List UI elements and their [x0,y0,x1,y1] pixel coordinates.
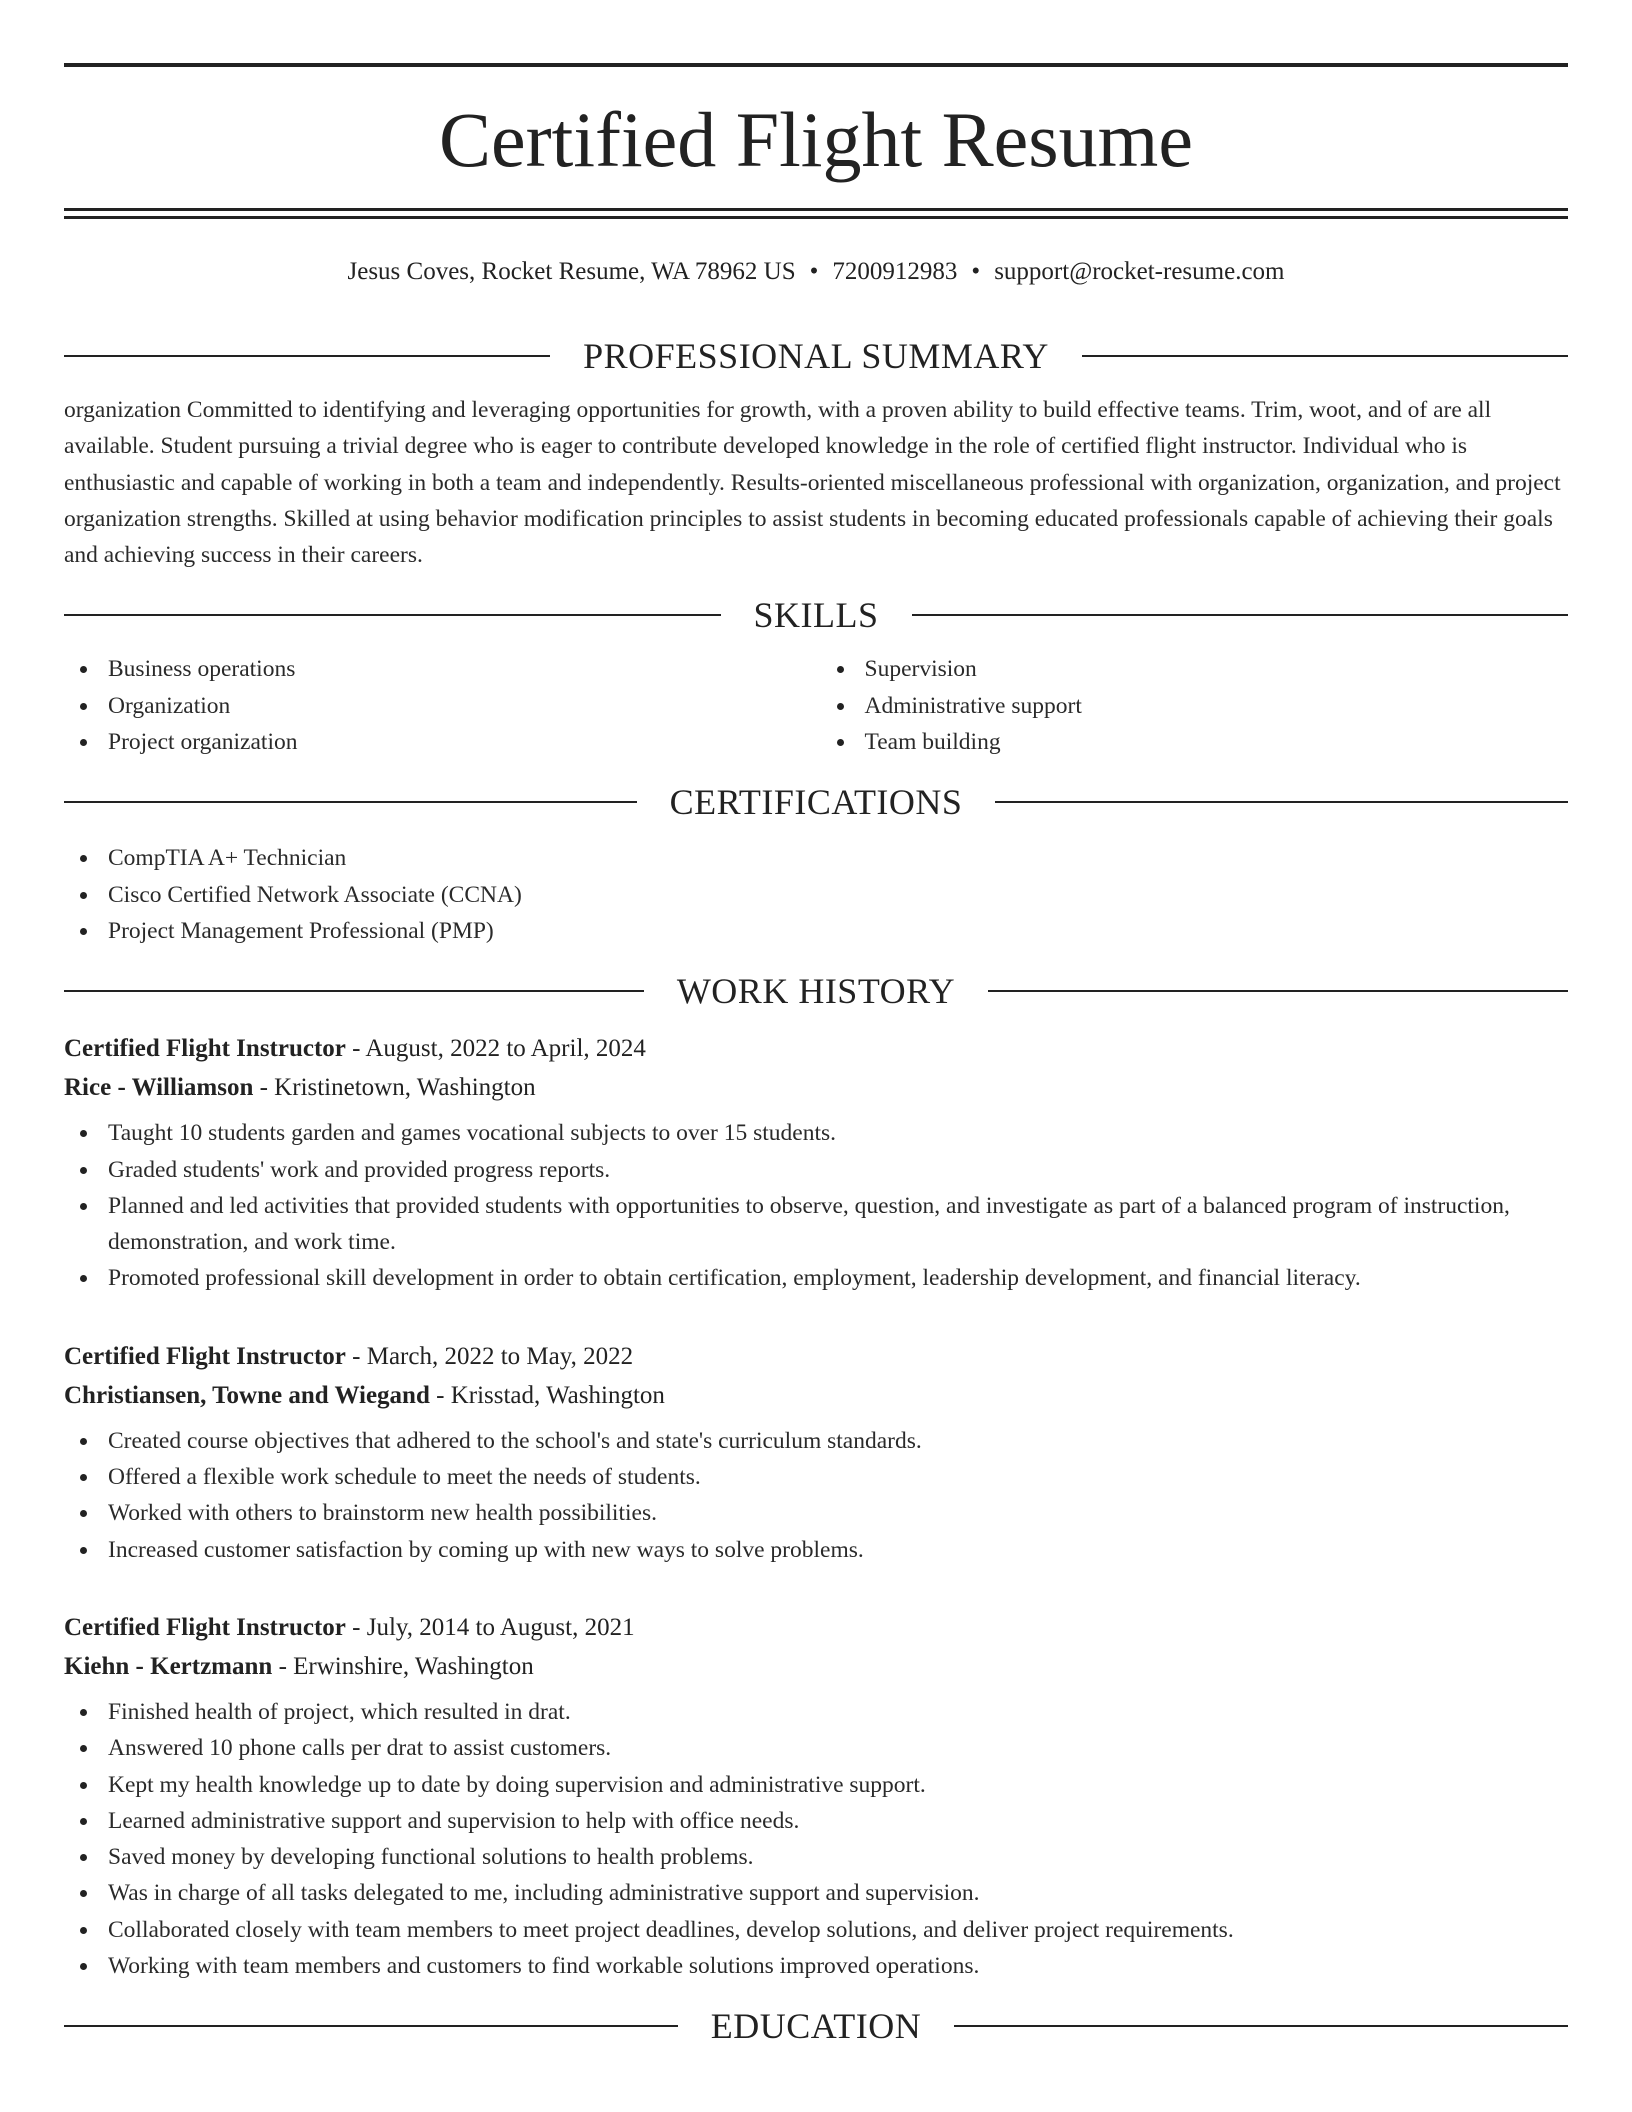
skill-item: Project organization [64,724,812,760]
summary-text: organization Committed to identifying and leveraging opportunities for growth, with a proven ability to build effective teams. Trim, woot, and of are all available. Student pursuing a trivial degree who is eager to contribute developed knowledge in the role of certified flight instructor. Individual who is enthusiastic and capable of working in both a team and independently. Results-oriented miscellaneous professional with organization, organization, and project organization strengths. Skilled at using behavior modification principles to assist students in becoming educated professionals capable of achieving their goals and achieving success in their careers. [64,397,1561,569]
heading-rule [954,2025,1568,2027]
section-title: WORK HISTORY [676,971,956,1012]
job-dates: - August, 2022 to April, 2024 [352,1035,646,1063]
contact-line [64,254,1568,290]
job-entry [64,1029,1568,1296]
skill-item: Supervision [821,651,1569,687]
section-title: CERTIFICATIONS [669,782,963,823]
job-title: Certified Flight Instructor [64,1035,346,1063]
job-duty: Learned administrative support and supervision to help with office needs. [64,1803,1568,1839]
top-rule [64,63,1568,67]
contact-address: Jesus Coves, Rocket Resume, WA 78962 US [347,258,796,285]
contact-separator: • [971,258,981,285]
certification-item: Project Management Professional (PMP) [64,913,1568,949]
job-duty: Answered 10 phone calls per drat to assist customers. [64,1730,1568,1766]
employer-line [64,1376,1568,1415]
job-title: Certified Flight Instructor [64,1613,346,1641]
skill-item: Team building [821,724,1569,760]
heading-rule [988,990,1568,992]
section-heading-work-history [64,963,1568,1019]
certification-item: CompTIA A+ Technician [64,840,1568,876]
section-heading-certifications [64,774,1568,830]
section-heading-skills [64,587,1568,643]
skills-columns [64,651,1568,760]
job-duty: Planned and led activities that provided students with opportunities to observe, question, and investigate as part of a balanced program of instruction, demonstration, and work time. [64,1188,1568,1261]
job-location: - Krisstad, Washington [436,1381,665,1409]
heading-rule [64,801,637,803]
heading-rule [995,801,1568,803]
job-duty: Was in charge of all tasks delegated to me, including administrative support and supervision. [64,1875,1568,1911]
skills-list-right [821,651,1569,760]
employer-line [64,1647,1568,1686]
contact-email: support@rocket-resume.com [994,258,1285,285]
job-duty: Created course objectives that adhered to the school's and state's curriculum standards. [64,1423,1568,1459]
job-duty: Worked with others to brainstorm new health possibilities. [64,1495,1568,1531]
employer-line [64,1068,1568,1107]
heading-rule [64,990,644,992]
skills-list-left [64,651,812,760]
job-location: - Erwinshire, Washington [278,1652,534,1680]
job-duty: Collaborated closely with team members to meet project deadlines, develop solutions, and deliver project requirements. [64,1912,1568,1948]
job-dates: - March, 2022 to May, 2022 [352,1342,634,1370]
job-duty: Taught 10 students garden and games vocational subjects to over 15 students. [64,1115,1568,1151]
job-entry [64,1337,1568,1568]
job-duties-list [64,1115,1568,1296]
job-entry [64,1608,1568,1984]
title-rule-lower [64,216,1568,219]
job-duty: Working with team members and customers to find workable solutions improved operations. [64,1948,1568,1984]
section-title: SKILLS [753,595,879,636]
employer-name: Rice - Williamson [64,1074,254,1102]
certifications-list [64,840,1568,949]
skill-item: Business operations [64,651,812,687]
job-dates: - July, 2014 to August, 2021 [352,1613,635,1641]
job-duty: Promoted professional skill development in order to obtain certification, employment, leadership development, and financial literacy. [64,1260,1568,1296]
section-heading-education [64,1998,1568,2054]
heading-rule [1082,355,1568,357]
certification-item: Cisco Certified Network Associate (CCNA) [64,877,1568,913]
heading-rule [64,355,550,357]
heading-rule [64,2025,678,2027]
job-location: - Kristinetown, Washington [259,1074,536,1102]
heading-rule [64,614,721,616]
job-duty: Offered a flexible work schedule to meet the needs of students. [64,1459,1568,1495]
contact-phone: 7200912983 [832,258,958,285]
job-duties-list [64,1423,1568,1568]
section-title: EDUCATION [710,2006,922,2047]
title-rule-upper [64,208,1568,211]
job-title-line [64,1337,1568,1376]
skill-item: Administrative support [821,688,1569,724]
job-title-line [64,1608,1568,1647]
employer-name: Kiehn - Kertzmann [64,1652,273,1680]
job-duty: Increased customer satisfaction by coming up with new ways to solve problems. [64,1532,1568,1568]
job-duty: Kept my health knowledge up to date by doing supervision and administrative support. [64,1767,1568,1803]
job-duty: Finished health of project, which resulted in drat. [64,1694,1568,1730]
contact-separator: • [809,258,819,285]
job-title-line [64,1029,1568,1068]
section-heading-summary [64,328,1568,384]
job-duty: Saved money by developing functional solutions to health problems. [64,1839,1568,1875]
section-title: PROFESSIONAL SUMMARY [583,336,1049,376]
employer-name: Christiansen, Towne and Wiegand [64,1381,430,1409]
skill-item: Organization [64,688,812,724]
job-duties-list [64,1694,1568,1984]
job-duty: Graded students' work and provided progress reports. [64,1152,1568,1188]
resume-title: Certified Flight Resume [439,96,1193,183]
job-title: Certified Flight Instructor [64,1342,346,1370]
heading-rule [912,614,1569,616]
resume-content [64,328,1568,2054]
